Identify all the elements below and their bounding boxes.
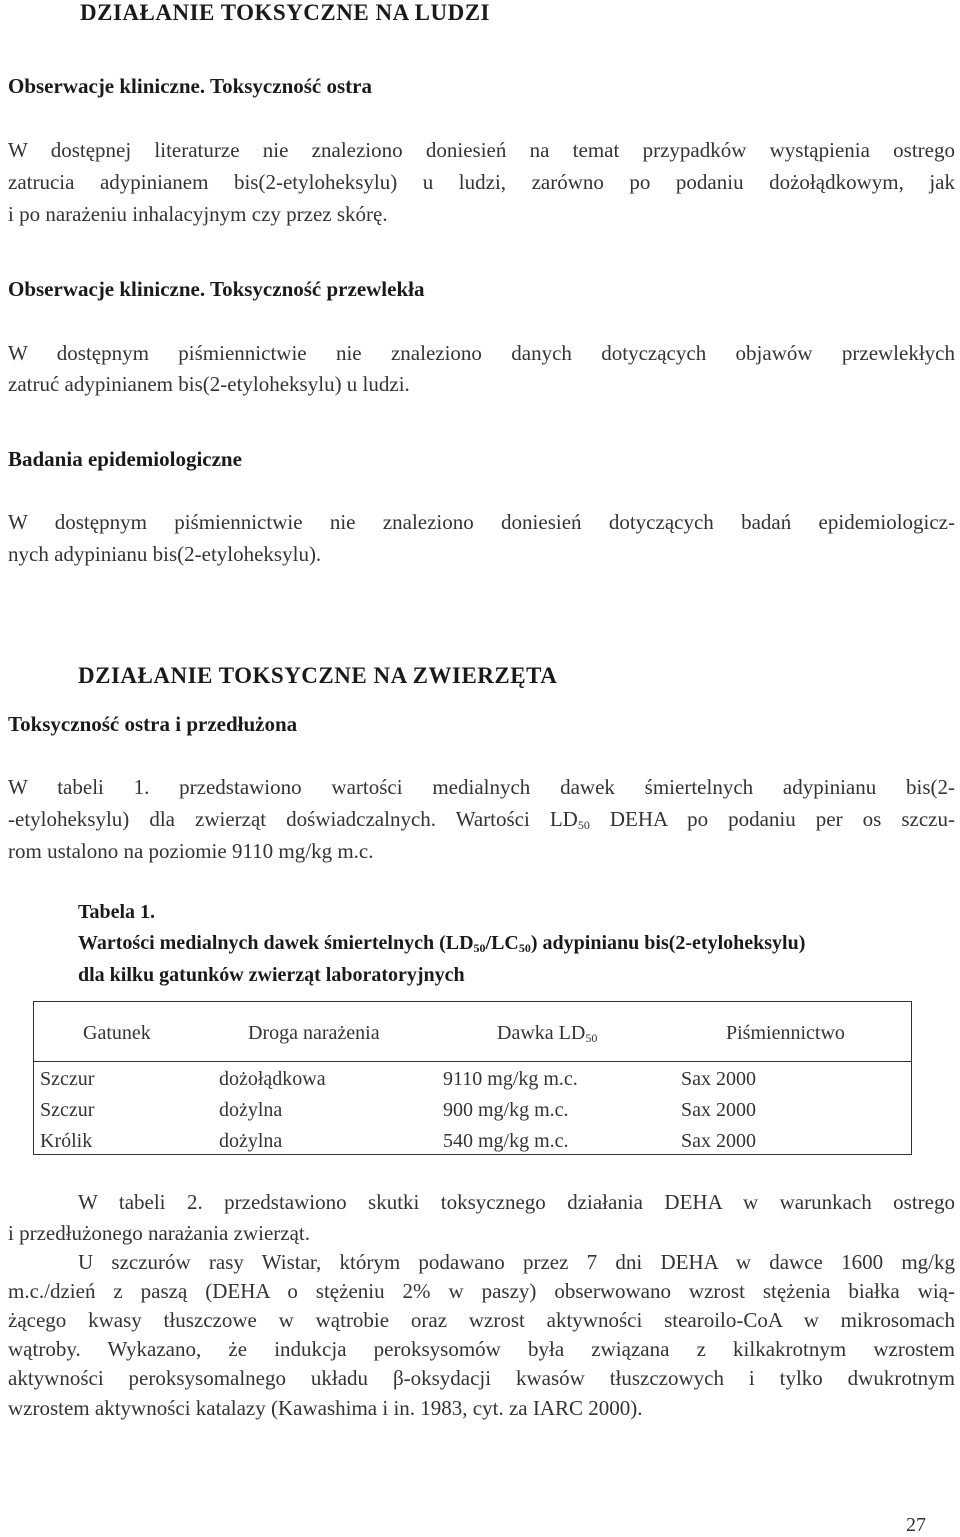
table-header-species: Gatunek <box>83 1022 151 1044</box>
paragraph-line: i przedłużonego narażania zwierząt. <box>8 1221 310 1245</box>
table-label: Tabela 1. <box>78 901 156 923</box>
paragraph-line: wzrostem aktywności katalazy (Kawashima i in. 1983, cyt. za IARC 2000). <box>8 1396 643 1420</box>
subheading-acute-prolonged: Toksyczność ostra i przedłużona <box>8 712 298 736</box>
table-cell-route: dożylna <box>219 1099 283 1121</box>
paragraph-line: zatrucia adypinianem bis(2-etyloheksylu) u ludzi, zarówno po podaniu dożołądkowym, jak <box>8 170 955 194</box>
table-header-route: Droga narażenia <box>248 1022 380 1044</box>
paragraph-line: żącego kwasy tłuszczowe w wątrobie oraz wzrost aktywności stearoilo-CoA w mikrosomach <box>8 1308 955 1332</box>
subheading-epidemiology: Badania epidemiologiczne <box>8 447 242 471</box>
paragraph-line: U szczurów rasy Wistar, którym podawano przez 7 dni DEHA w dawce 1600 mg/kg <box>78 1250 955 1274</box>
table-cell-species: Szczur <box>40 1068 95 1090</box>
section-heading-animals: DZIAŁANIE TOKSYCZNE NA ZWIERZĘTA <box>78 663 558 688</box>
table-cell-species: Szczur <box>40 1099 95 1121</box>
paragraph-line: wątroby. Wykazano, że indukcja peroksysomów była związana z kilkakrotnym wzrostem <box>8 1337 955 1361</box>
subheading-chronic-toxicity: Obserwacje kliniczne. Toksyczność przewlekła <box>8 277 425 301</box>
table-cell-dose: 9110 mg/kg m.c. <box>443 1068 578 1090</box>
paragraph-line: i po narażeniu inhalacyjnym czy przez skórę. <box>8 202 388 226</box>
table-cell-species: Królik <box>40 1130 93 1152</box>
paragraph-line: W tabeli 2. przedstawiono skutki toksycznego działania DEHA w warunkach ostrego <box>78 1190 955 1214</box>
page-number: 27 <box>906 1514 926 1536</box>
paragraph-line: W tabeli 1. przedstawiono wartości medialnych dawek śmiertelnych adypinianu bis(2- <box>8 775 955 799</box>
table-cell-dose: 540 mg/kg m.c. <box>443 1130 569 1152</box>
paragraph-line: zatruć adypinianem bis(2-etyloheksylu) u ludzi. <box>8 372 410 396</box>
paragraph-line: -etyloheksylu) dla zwierząt doświadczalnych. Wartości LD50 DEHA po podaniu per os szczu- <box>8 807 955 832</box>
table-cell-route: dożylna <box>219 1130 283 1152</box>
paragraph-line: W dostępnym piśmiennictwie nie znaleziono doniesień dotyczących badań epidemiologicz- <box>8 510 955 534</box>
table-cell-reference: Sax 2000 <box>681 1099 756 1121</box>
table-header-reference: Piśmiennictwo <box>726 1022 845 1044</box>
paragraph-line: aktywności peroksysomalnego układu β-oksydacji kwasów tłuszczowych i tylko dwukrotnym <box>8 1366 955 1390</box>
paragraph-line: nych adypinianu bis(2-etyloheksylu). <box>8 542 322 566</box>
section-heading-humans: DZIAŁANIE TOKSYCZNE NA LUDZI <box>80 0 491 25</box>
table-caption-line: Wartości medialnych dawek śmiertelnych (LD50/LC50) adypinianu bis(2-etyloheksylu) <box>78 932 806 955</box>
paragraph-line: rom ustalono na poziomie 9110 mg/kg m.c. <box>8 839 374 863</box>
paragraph-line: W dostępnej literaturze nie znaleziono doniesień na temat przypadków wystąpienia ostrego <box>8 138 955 162</box>
subheading-acute-toxicity: Obserwacje kliniczne. Toksyczność ostra <box>8 74 372 98</box>
ld50-table <box>33 1001 912 1155</box>
table-header-dose: Dawka LD50 <box>497 1022 598 1045</box>
table-cell-reference: Sax 2000 <box>681 1068 756 1090</box>
paragraph-line: m.c./dzień z paszą (DEHA o stężeniu 2% w paszy) obserwowano wzrost stężenia białka wią- <box>8 1279 955 1303</box>
paragraph-line: W dostępnym piśmiennictwie nie znaleziono danych dotyczących objawów przewlekłych <box>8 341 955 365</box>
table-caption-line: dla kilku gatunków zwierząt laboratoryjnych <box>78 964 465 986</box>
table-cell-route: dożołądkowa <box>219 1068 326 1090</box>
table-cell-reference: Sax 2000 <box>681 1130 756 1152</box>
table-cell-dose: 900 mg/kg m.c. <box>443 1099 569 1121</box>
table-header-divider <box>34 1061 911 1062</box>
